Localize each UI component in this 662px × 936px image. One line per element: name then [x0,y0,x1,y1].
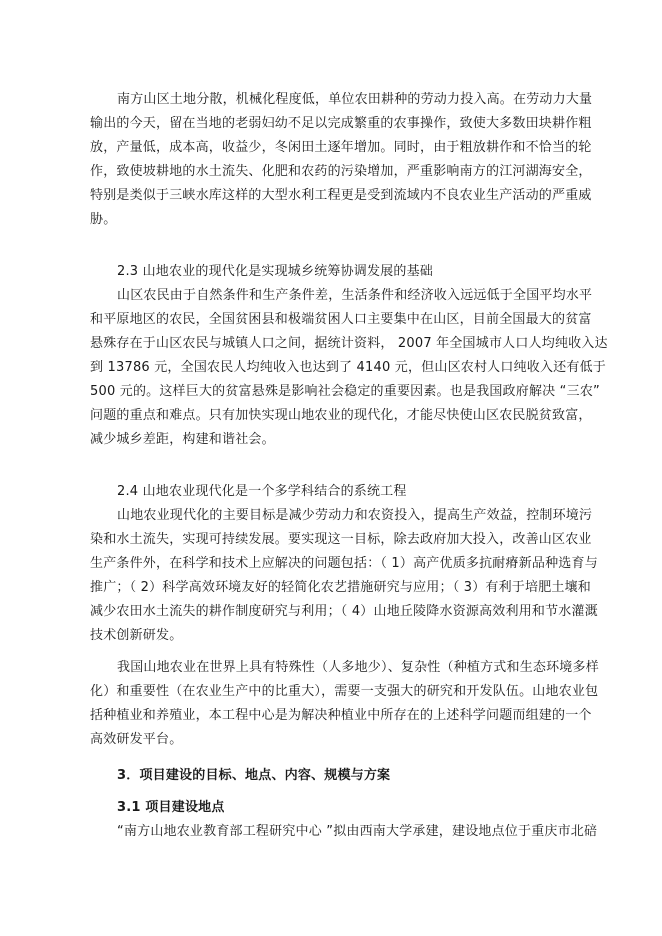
text-line: 作，致使坡耕地的水土流失、化肥和农药的污染增加，严重影响南方的江河湖海安全， [90,164,592,179]
text-line: 高效研发平台。 [90,732,183,747]
text-line: 胁。 [90,212,117,227]
text-line: “南方山地农业教育部工程研究中心 ”拟由西南大学承建，建设地点位于重庆市北碚 [117,824,598,839]
text-line: 技术创新研发。 [90,628,183,643]
text-line: 500 元的。这样巨大的贫富悬殊是影响社会稳定的重要因素。也是我国政府解决 “三农” [90,384,600,399]
text-line: 山地农业现代化的主要目标是减少劳动力和农资投入，提高生产效益，控制环境污 [117,508,593,523]
text-line: 和平原地区的农民，全国贫困县和极端贫困人口主要集中在山区，目前全国最大的贫富 [90,312,592,327]
section-heading: 2.3 山地农业的现代化是实现城乡统筹协调发展的基础 [117,264,434,279]
text-line: 输出的今天，留在当地的老弱妇幼不足以完成繁重的农事操作，致使大多数田块耕作粗 [90,116,592,131]
subsection-heading: 3.1 项目建设地点 [117,800,225,815]
text-line: 悬殊存在于山区农民与城镇人口之间，据统计资料， 2007 年全国城市人口人均纯收入达 [90,336,608,351]
section-heading: 3．项目建设的目标、地点、内容、规模与方案 [117,768,391,783]
text-line: 放，产量低，成本高，收益少，冬闲田土逐年增加。同时，由于粗放耕作和不恰当的轮 [90,140,592,155]
text-line: 生产条件外，在科学和技术上应解决的问题包括：（ 1）高产优质多抗耐瘠新品种选育与 [90,556,598,571]
text-line: 到 13786 元，全国农民人均纯收入也达到了 4140 元，但山区农村人口纯收入还有低于 [90,360,606,375]
text-line: 推广；（ 2）科学高效环境友好的轻简化农艺措施研究与应用；（ 3）有利于培肥土壤和 [90,580,592,595]
text-line: 南方山区土地分散，机械化程度低，单位农田耕种的劳动力投入高。在劳动力大量 [117,92,593,107]
text-line: 减少农田水土流失的耕作制度研究与利用；（ 4）山地丘陵降水资源高效利用和节水灌溉 [90,604,598,619]
text-line: 括种植业和养殖业，本工程中心是为解决种植业中所存在的上述科学问题而组建的一个 [90,708,592,723]
text-line: 我国山地农业在世界上具有特殊性（人多地少）、复杂性（种植方式和生态环境多样 [117,660,599,675]
text-line: 山区农民由于自然条件和生产条件差，生活条件和经济收入远远低于全国平均水平 [117,288,593,303]
text-line: 染和水土流失，实现可持续发展。要实现这一目标，除去政府加大投入，改善山区农业 [90,532,592,547]
text-line: 特别是类似于三峡水库这样的大型水利工程更是受到流域内不良农业生产活动的严重威 [90,188,592,203]
text-line: 化）和重要性（在农业生产中的比重大），需要一支强大的研究和开发队伍。山地农业包 [90,684,599,699]
section-heading: 2.4 山地农业现代化是一个多学科结合的系统工程 [117,484,407,499]
text-line: 问题的重点和难点。只有加快实现山地农业的现代化，才能尽快使山区农民脱贫致富， [90,408,592,423]
text-line: 减少城乡差距，构建和谐社会。 [90,432,275,447]
